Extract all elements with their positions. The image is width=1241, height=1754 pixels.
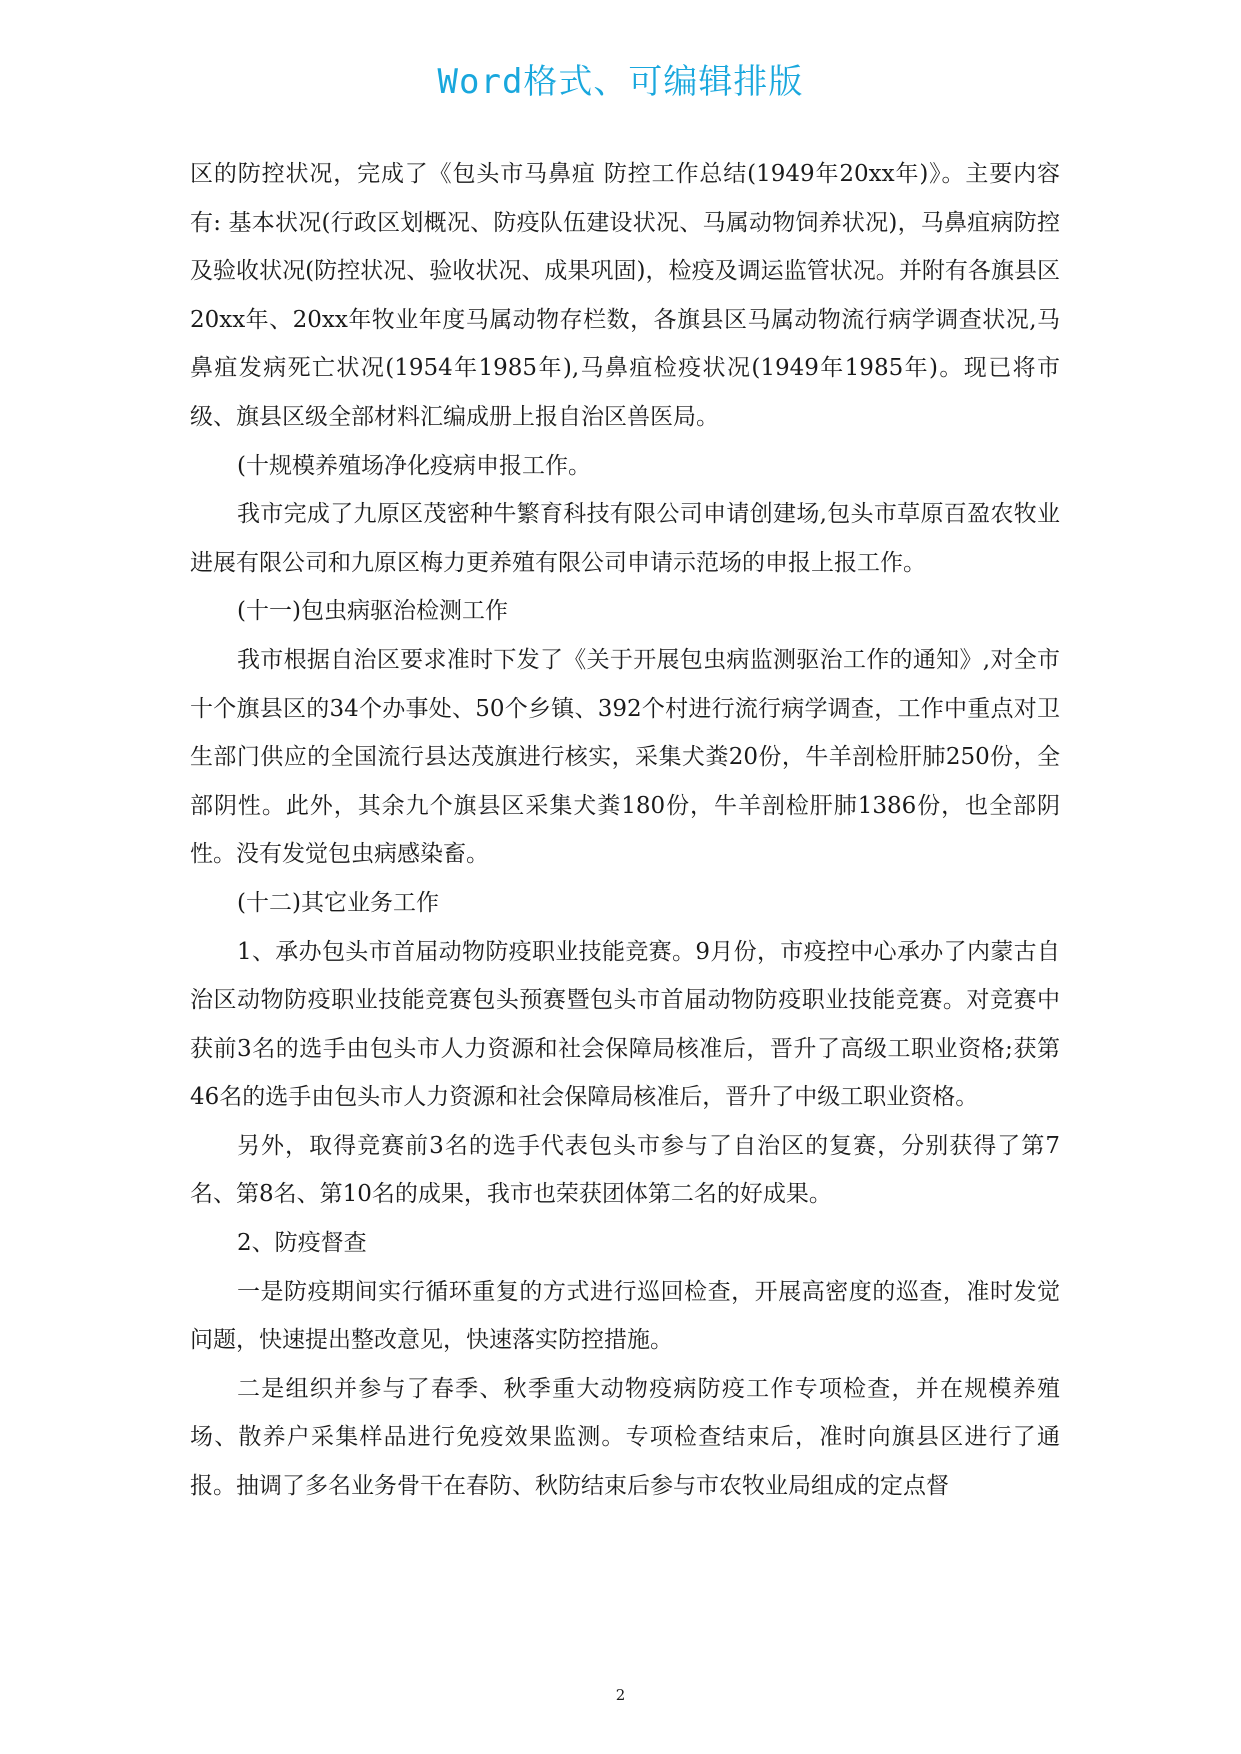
paragraph: 二是组织并参与了春季、秋季重大动物疫病防疫工作专项检查，并在规模养殖场、散养户采集样品进行免疫效果监测。专项检查结束后，准时向旗县区进行了通报。抽调了多名业务骨干在春防、秋防结束后参与市农牧业局组成的定点督: [190, 1375, 1060, 1500]
paragraph: (十规模养殖场净化疫病申报工作。: [237, 452, 591, 479]
paragraph: 我市完成了九原区茂密种牛繁育科技有限公司申请创建场,包头市草原百盈农牧业进展有限公司和九原区梅力更养殖有限公司申请示范场的申报上报工作。: [190, 501, 1060, 576]
paragraph: 我市根据自治区要求准时下发了《关于开展包虫病监测驱治工作的通知》,对全市十个旗县区的34个办事处、50个乡镇、392个村进行流行病学调查，工作中重点对卫生部门供应的全国流行县达茂旗进行核实，采集犬粪20份，牛羊剖检肝肺250份，全部阴性。此外，其余九个旗县区采集犬粪180份，牛羊剖检肝肺1386份，也全部阴性。没有发觉包虫病感染畜。: [190, 646, 1060, 868]
paragraph: 另外，取得竞赛前3名的选手代表包头市参与了自治区的复赛，分别获得了第7名、第8名、第10名的成果，我市也荣获团体第二名的好成果。: [190, 1132, 1060, 1208]
paragraph: (十二)其它业务工作: [237, 889, 439, 916]
paragraph: 2、防疫督查: [237, 1230, 367, 1257]
page-number: 2: [615, 1686, 626, 1704]
paragraph: (十一)包虫病驱治检测工作: [237, 598, 508, 625]
paragraph: 一是防疫期间实行循环重复的方式进行巡回检查，开展高密度的巡查，准时发觉问题，快速提出整改意见，快速落实防控措施。: [190, 1278, 1060, 1354]
paragraph: 1、承办包头市首届动物防疫职业技能竞赛。9月份，市疫控中心承办了内蒙古自治区动物防疫职业技能竞赛包头预赛暨包头市首届动物防疫职业技能竞赛。对竞赛中获前3名的选手由包头市人力资源和社会保障局核准后，晋升了高级工职业资格;获第46名的选手由包头市人力资源和社会保障局核准后，晋升了中级工职业资格。: [190, 938, 1060, 1111]
page-header-title: Word格式、可编辑排版: [437, 62, 804, 102]
document-body: [190, 150, 1060, 1511]
paragraph: 区的防控状况，完成了《包头市马鼻疽 防控工作总结(1949年20xx年)》。主要内容有: 基本状况(行政区划概况、防疫队伍建设状况、马属动物饲养状况)，马鼻疽病防控及验收状况(防控状况、验收状况、成果巩固)，检疫及调运监管状况。并附有各旗县区20xx年、20xx年牧业年度马属动物存栏数，各旗县区马属动物流行病学调查状况,马鼻疽发病死亡状况(1954年1985年),马鼻疽检疫状况(1949年1985年)。现已将市级、旗县区级全部材料汇编成册上报自治区兽医局。: [190, 161, 1060, 430]
